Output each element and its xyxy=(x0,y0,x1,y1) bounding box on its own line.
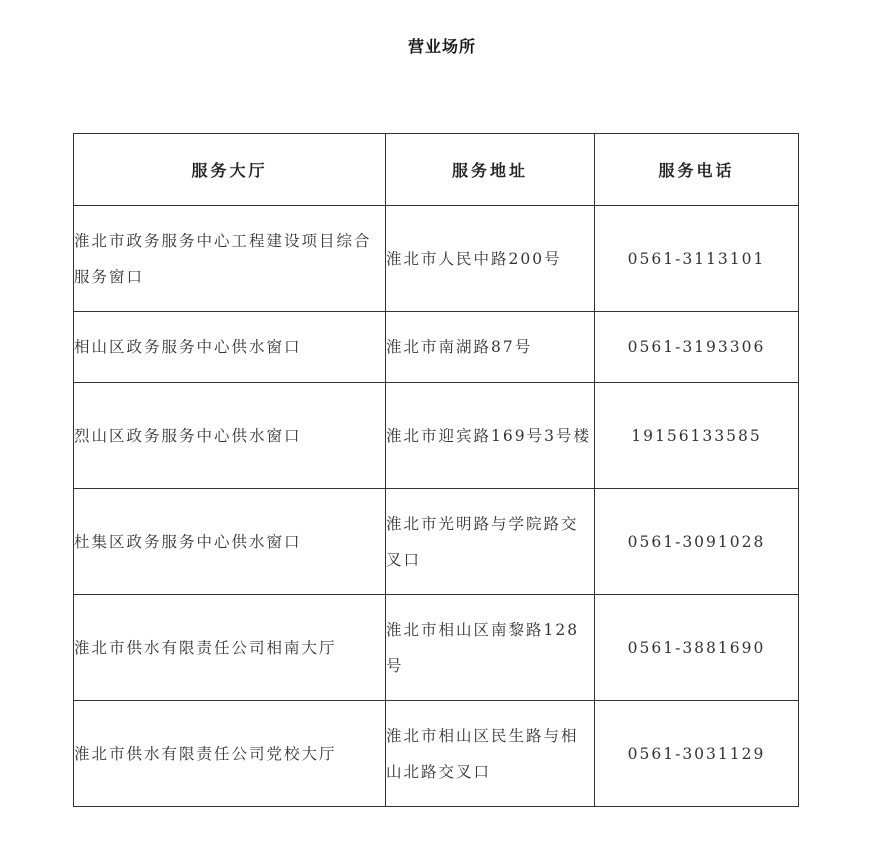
hall-cell: 淮北市供水有限责任公司相南大厅 xyxy=(74,595,386,701)
address-cell: 淮北市相山区民生路与相山北路交叉口 xyxy=(386,701,595,807)
service-hall-table xyxy=(73,133,799,807)
phone-cell: 19156133585 xyxy=(595,383,799,489)
table-row xyxy=(74,701,799,807)
table-row xyxy=(74,595,799,701)
column-header-address: 服务地址 xyxy=(386,134,595,206)
address-cell: 淮北市光明路与学院路交叉口 xyxy=(386,489,595,595)
address-cell: 淮北市相山区南黎路128号 xyxy=(386,595,595,701)
hall-cell: 淮北市供水有限责任公司党校大厅 xyxy=(74,701,386,807)
page-title: 营业场所 xyxy=(407,37,476,56)
table-row xyxy=(74,489,799,595)
phone-cell: 0561-3091028 xyxy=(595,489,799,595)
table-row xyxy=(74,383,799,489)
hall-cell: 杜集区政务服务中心供水窗口 xyxy=(74,489,386,595)
table-row xyxy=(74,312,799,383)
table-header-row xyxy=(74,134,799,206)
address-cell: 淮北市迎宾路169号3号楼 xyxy=(386,383,595,489)
address-cell: 淮北市人民中路200号 xyxy=(386,206,595,312)
phone-cell: 0561-3193306 xyxy=(595,312,799,383)
hall-cell: 烈山区政务服务中心供水窗口 xyxy=(74,383,386,489)
column-header-hall: 服务大厅 xyxy=(74,134,386,206)
phone-cell: 0561-3113101 xyxy=(595,206,799,312)
phone-cell: 0561-3031129 xyxy=(595,701,799,807)
address-cell: 淮北市南湖路87号 xyxy=(386,312,595,383)
hall-cell: 相山区政务服务中心供水窗口 xyxy=(74,312,386,383)
hall-cell: 淮北市政务服务中心工程建设项目综合服务窗口 xyxy=(74,206,386,312)
phone-cell: 0561-3881690 xyxy=(595,595,799,701)
table-row xyxy=(74,206,799,312)
column-header-phone: 服务电话 xyxy=(595,134,799,206)
